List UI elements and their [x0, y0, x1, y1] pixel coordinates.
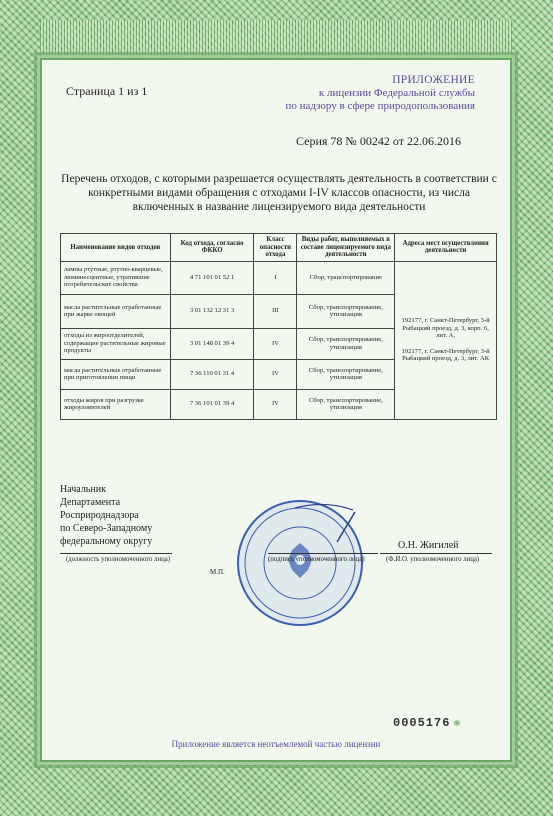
position-line: по Северо-Западному	[60, 523, 153, 534]
cell-waste-code: 3 01 132 12 31 3	[170, 294, 254, 328]
page-number: Страница 1 из 1	[66, 84, 148, 98]
position-underline	[60, 553, 172, 554]
header-addresses: Адреса мест осуществления деятельности	[395, 234, 497, 262]
cell-waste-code: 7 36 110 01 31 4	[170, 359, 254, 389]
signatory-position	[60, 483, 152, 548]
cell-waste-code: 3 01 148 01 39 4	[170, 328, 254, 359]
header-work-types: Виды работ, выполняемых в составе лицензируемого вида деятельности	[297, 234, 395, 262]
waste-table	[60, 233, 497, 420]
document-heading: Перечень отходов, с которыми разрешается осуществлять деятельность в соответствии с конкретными видами обращения с отходами I-IV классов опасности, из числа включенных в название лицензируемого вида деятельности	[61, 173, 497, 213]
appendix-header	[286, 74, 475, 113]
cell-waste-code: 7 36 101 01 39 4	[170, 389, 254, 419]
cell-work-types: Сбор, транспортирование, утилизация	[297, 294, 395, 328]
header-waste-name: Наименование видов отходов	[61, 234, 171, 262]
cell-waste-name: отходы из жироотделителей, содержащие растительные жировые продукты	[61, 328, 171, 359]
cell-work-types: Сбор, транспортирование	[297, 261, 395, 294]
cell-hazard-class: IV	[254, 359, 297, 389]
top-ornament-band	[40, 20, 512, 56]
cell-hazard-class: I	[254, 261, 297, 294]
appendix-line3: по надзору в сфере природопользования	[285, 100, 475, 112]
cell-work-types: Сбор, транспортирование, утилизация	[297, 328, 395, 359]
cell-hazard-class: IV	[254, 389, 297, 419]
seal-place-label: М.П.	[210, 568, 225, 576]
series-number: Серия 78 № 00242 от 22.06.2016	[296, 134, 461, 148]
cell-work-types: Сбор, транспортирование, утилизация	[297, 389, 395, 419]
address-1: 192177, г. Санкт-Петербург, 3-й Рыбацкий проезд, д. 3, корп. 6, лит. А,	[401, 317, 490, 340]
cell-waste-name: масла растительные отработанные при приготовлении пищи	[61, 359, 171, 389]
cell-hazard-class: IV	[254, 328, 297, 359]
position-line: Росприроднадзора	[60, 510, 139, 521]
position-line: федеральному округу	[60, 536, 153, 547]
cell-work-types: Сбор, транспортирование, утилизация	[297, 359, 395, 389]
cell-hazard-class: III	[254, 294, 297, 328]
table-header-row	[61, 234, 497, 262]
caption-signature: (подпись уполномоченного лица)	[268, 556, 365, 563]
cell-waste-code: 4 71 101 01 52 1	[170, 261, 254, 294]
appendix-title: ПРИЛОЖЕНИЕ	[392, 74, 475, 86]
caption-fio: (Ф.И.О. уполномоченного лица)	[386, 556, 480, 563]
official-seal-icon	[235, 498, 365, 628]
position-line: Департамента	[60, 497, 121, 508]
serial-value: 0005176	[393, 716, 451, 730]
cell-waste-name: лампы ртутные, ртутно-кварцевые, люминесцентные, утратившие потребительские свойства	[61, 261, 171, 294]
address-2: 192177, г. Санкт-Петербург, 3-й Рыбацкий проезд, д. 3, лит. АК	[401, 347, 490, 363]
signatory-name: О.Н. Жигилей	[398, 540, 459, 551]
serial-number	[393, 715, 462, 730]
header-waste-code: Код отхода, согласно ФККО	[170, 234, 254, 262]
cell-addresses	[395, 261, 497, 419]
caption-position: (должность уполномоченного лица)	[66, 556, 171, 563]
table-row	[61, 261, 497, 294]
fio-underline	[380, 553, 492, 554]
header-hazard-class: Класс опасности отхода	[254, 234, 297, 262]
asterisk-icon: ❋	[453, 716, 462, 730]
cell-waste-name: отходы жиров при разгрузке жироуловителей	[61, 389, 171, 419]
footer-note: Приложение является неотъемлемой частью лицензии	[171, 739, 381, 749]
signature-underline	[268, 553, 378, 554]
cell-waste-name: масла растительные отработанные при жарке овощей	[61, 294, 171, 328]
appendix-line2: к лицензии Федеральной службы	[318, 87, 475, 99]
position-line: Начальник	[60, 484, 106, 495]
